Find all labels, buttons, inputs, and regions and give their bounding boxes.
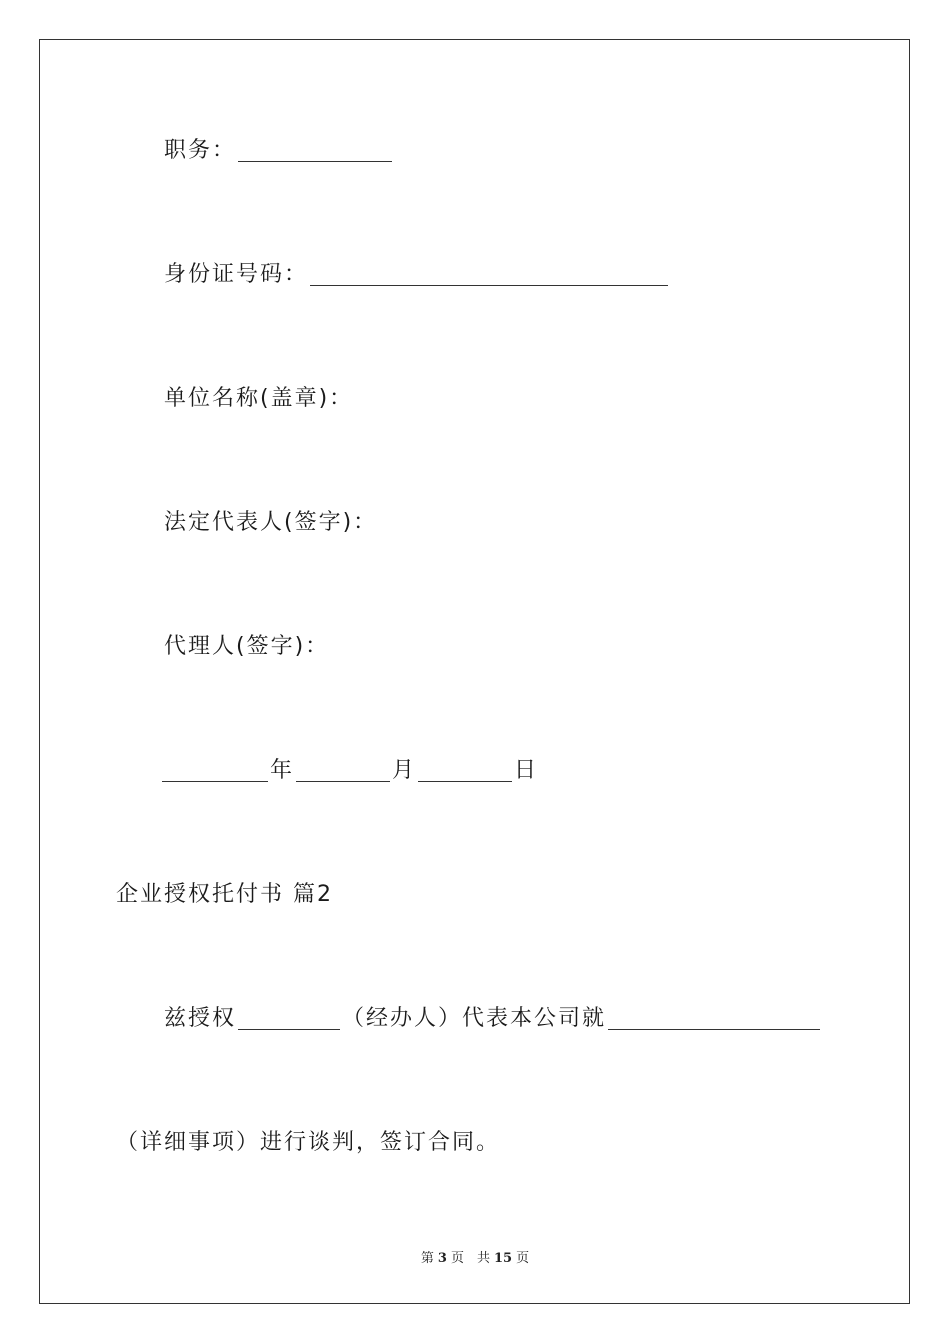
unit-name-field [164, 384, 353, 414]
authorization-text-part1: 兹授权 [164, 1006, 237, 1031]
position-field [164, 136, 394, 166]
section-heading-text: 企业授权托付书 篇2 [116, 882, 333, 907]
agent-field [164, 632, 329, 662]
date-field [162, 756, 538, 786]
agent-label: 代理人(签字)： [164, 634, 330, 659]
authorization-paragraph-line2 [116, 1128, 500, 1158]
id-number-field [164, 260, 670, 290]
authorization-paragraph-line1 [164, 1004, 822, 1034]
id-number-label: 身份证号码： [164, 262, 309, 287]
page-footer [0, 1247, 950, 1266]
authorization-text-line2: （详细事项）进行谈判，签订合同。 [116, 1130, 501, 1155]
day-label: 日 [514, 758, 539, 783]
day-blank[interactable] [418, 759, 512, 782]
footer-page-suffix: 页 [516, 1251, 530, 1266]
year-label: 年 [270, 758, 295, 783]
month-label: 月 [392, 758, 417, 783]
section-heading [116, 880, 333, 910]
footer-total-pages: 15 [493, 1251, 513, 1266]
legal-rep-label: 法定代表人(签字)： [164, 510, 378, 535]
authorization-text-part2: （经办人）代表本公司就 [342, 1006, 607, 1031]
legal-rep-field [164, 508, 377, 538]
matter-blank[interactable] [608, 1007, 820, 1030]
footer-page-mid: 页 共 [450, 1251, 490, 1266]
unit-name-label: 单位名称(盖章)： [164, 386, 354, 411]
id-number-blank[interactable] [310, 263, 668, 286]
footer-page-number: 3 [437, 1251, 447, 1266]
position-blank[interactable] [238, 139, 392, 162]
page-border [39, 39, 910, 1304]
agent-name-blank[interactable] [238, 1007, 340, 1030]
month-blank[interactable] [296, 759, 390, 782]
footer-page-prefix: 第 [420, 1251, 434, 1266]
position-label: 职务： [164, 138, 237, 163]
year-blank[interactable] [162, 759, 268, 782]
